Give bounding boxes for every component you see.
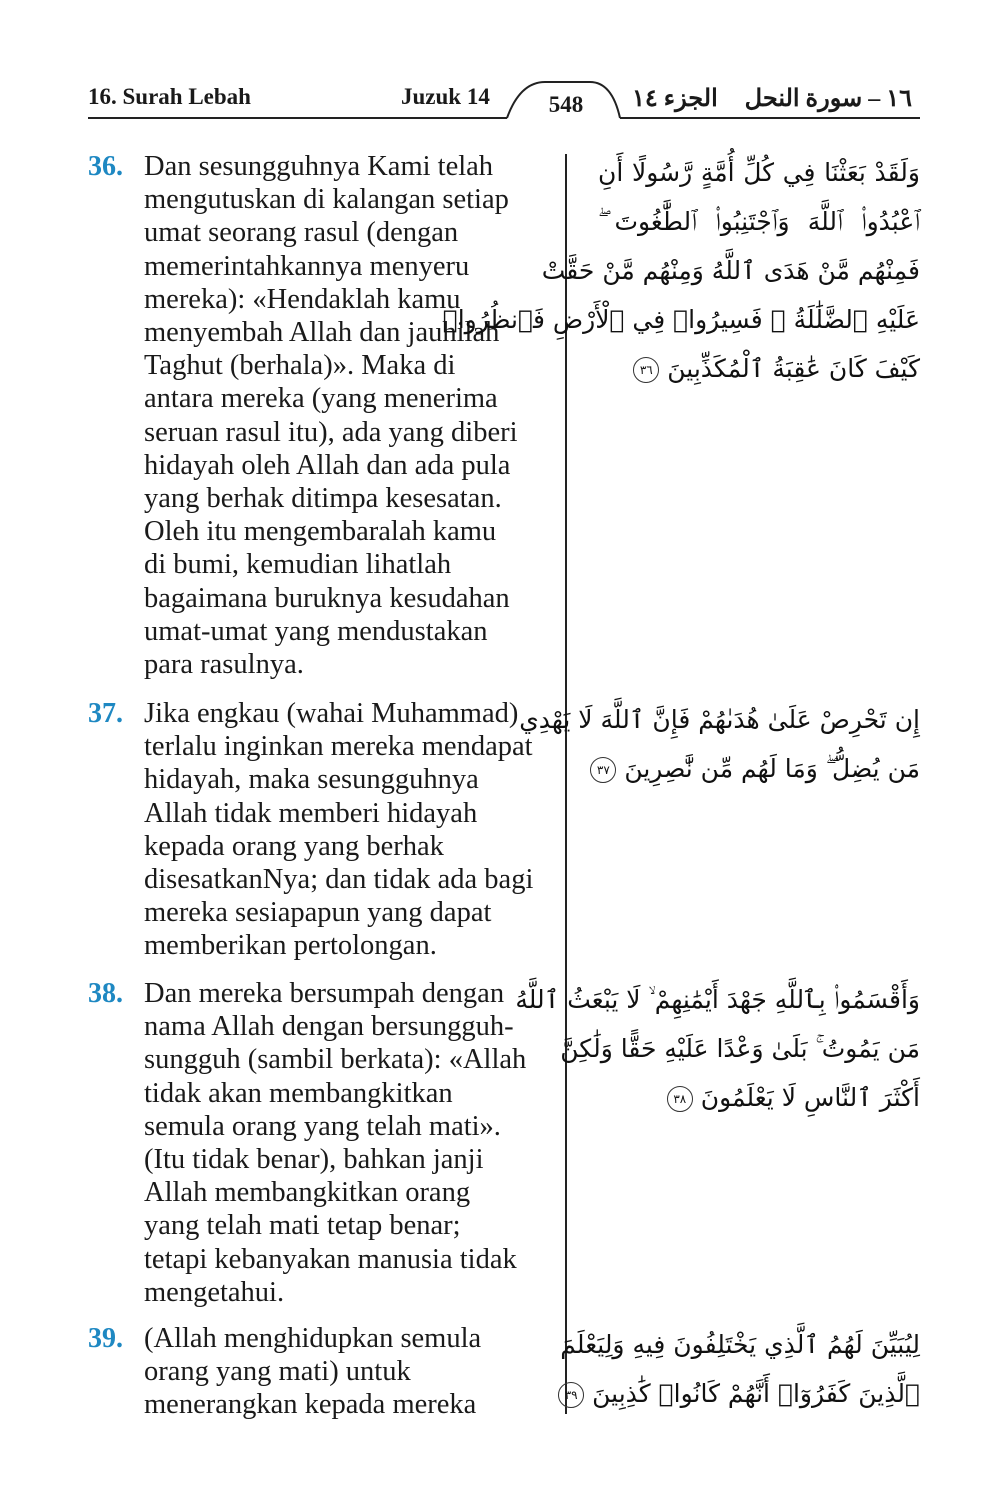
ayah-end-marker: ٣٩ bbox=[558, 1382, 584, 1408]
arabic-line: مَن يُضِلُّ ۖ وَمَا لَهُم مِّن نَّٰصِرِينَ bbox=[624, 754, 920, 783]
arabic-line: لِيُبَيِّنَ لَهُمُ ٱلَّذِي يَخْتَلِفُونَ فِيهِ وَلِيَعْلَمَ bbox=[560, 1330, 920, 1359]
verse-text: Jika engkau (wahai Muhammad) terlalu inginkan mereka mendapat hidayah, maka sesungguhnya Allah tidak memberi hidayah kepada orang yang berhak disesatkanNya; dan tidak ada bagi mereka sesiapapun yang dapat memberikan pertolongan. bbox=[144, 698, 534, 962]
arabic-line: أَكْثَرَ ٱلنَّاسِ لَا يَعْلَمُونَ bbox=[700, 1083, 920, 1112]
surah-title-arabic: ١٦ – سورة النحل bbox=[744, 86, 912, 112]
verse-text: (Allah menghidupkan semula orang yang mati) untuk menerangkan kepada mereka bbox=[144, 1323, 482, 1421]
verse-translation-38 bbox=[88, 977, 558, 1309]
page-header bbox=[0, 0, 1000, 130]
verse-translation-37 bbox=[88, 697, 558, 963]
juz-label-arabic: الجزء ١٤ bbox=[632, 86, 718, 112]
arabic-line: وَلَقَدْ بَعَثْنَا فِي كُلِّ أُمَّةٍ رَّسُولًا أَنِ bbox=[598, 158, 920, 187]
arabic-line: كَيْفَ كَانَ عَٰقِبَةُ ٱلْمُكَذِّبِينَ bbox=[667, 354, 920, 383]
arabic-line: ٱعْبُدُوا۟ ٱللَّهَ وَٱجْتَنِبُوا۟ ٱلطَّٰغُوتَ ۖ bbox=[598, 207, 920, 236]
verse-number: 36. bbox=[88, 151, 123, 182]
verse-text: Dan mereka bersumpah dengan nama Allah dengan bersungguh- sungguh (sambil berkata): «Allah tidak akan membangkitkan semula orang yang telah mati». (Itu tidak benar), bahkan janji Allah membangkitkan orang yang telah mati tetap benar; tetapi kebanyakan manusia tidak mengetahui. bbox=[144, 978, 527, 1308]
juz-label: Juzuk 14 bbox=[401, 84, 490, 109]
arabic-line: ٱلَّذِينَ كَفَرُوٓا۟ أَنَّهُمْ كَانُوا۟ كَٰذِبِينَ bbox=[592, 1379, 920, 1408]
arabic-line: عَلَيْهِ ٱلضَّلَٰلَةُ ۚ فَسِيرُوا۟ فِي ٱلْأَرْضِ فَٱنظُرُوا۟ bbox=[442, 305, 920, 334]
ayah-end-marker: ٣٧ bbox=[590, 757, 616, 783]
arabic-line: مَن يَمُوتُ ۚ بَلَىٰ وَعْدًا عَلَيْهِ حَقًّا وَلَٰكِنَّ bbox=[560, 1034, 920, 1063]
page-number: 548 bbox=[548, 92, 584, 117]
verse-translation-39 bbox=[88, 1322, 558, 1422]
arabic-line: وَأَقْسَمُوا۟ بِٱللَّهِ جَهْدَ أَيْمَٰنِهِمْ ۙ لَا يَبْعَثُ ٱللَّهُ bbox=[515, 985, 920, 1014]
verse-number: 38. bbox=[88, 978, 123, 1009]
surah-title: 16. Surah Lebah bbox=[88, 84, 251, 109]
arabic-line: إِن تَحْرِصْ عَلَىٰ هُدَىٰهُمْ فَإِنَّ ٱللَّهَ لَا يَهْدِي bbox=[519, 705, 920, 734]
verse-arabic-39 bbox=[560, 1320, 920, 1418]
verse-arabic-38 bbox=[515, 975, 920, 1122]
ayah-end-marker: ٣٨ bbox=[667, 1086, 693, 1112]
ayah-end-marker: ٣٦ bbox=[633, 357, 659, 383]
verse-number: 39. bbox=[88, 1323, 123, 1354]
verse-number: 37. bbox=[88, 698, 123, 729]
verse-arabic-36 bbox=[442, 148, 920, 393]
verse-arabic-37 bbox=[519, 695, 920, 793]
verse-text: Dan sesungguhnya Kami telah mengutuskan di kalangan setiap umat seorang rasul (dengan memerintahkannya menyeru mereka): «Hendaklah kamu menyembah Allah dan jauhilah Taghut (berhala)». Maka di antara mereka (yang menerima seruan rasul itu), ada yang diberi hidayah oleh Allah dan ada pula yang berhak ditimpa kesesatan. Oleh itu mengembaralah kamu di bumi, kemudian lihatlah bagaimana buruknya kesudahan umat-umat yang mendustakan para rasulnya. bbox=[144, 151, 518, 681]
arabic-line: فَمِنْهُم مَّنْ هَدَى ٱللَّهُ وَمِنْهُم مَّنْ حَقَّتْ bbox=[541, 256, 920, 285]
verse-translation-36 bbox=[88, 150, 558, 681]
